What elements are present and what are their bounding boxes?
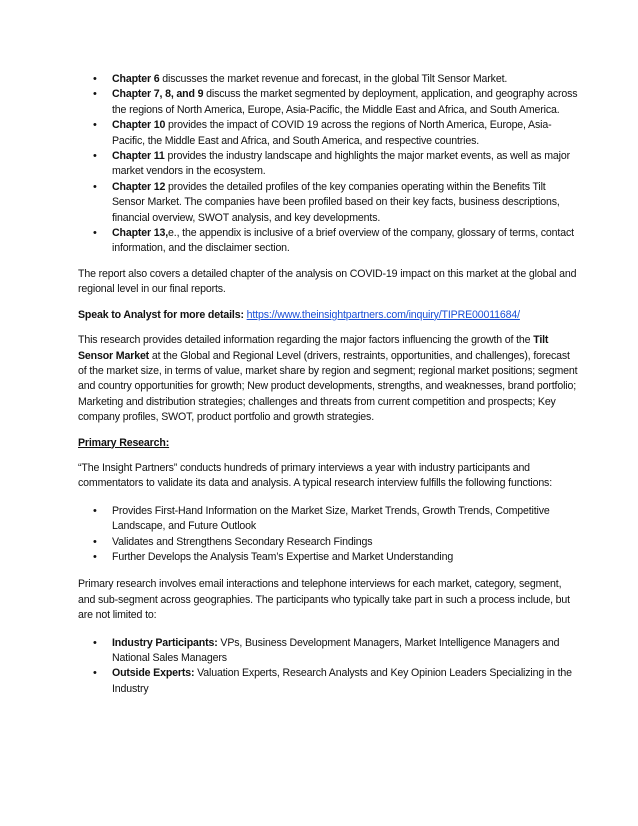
chapter-text: provides the detailed profiles of the key companies operating within the Benefits Tilt Sensor Market. The companies have been profiled based on their key facts, business descriptions, financial overview, SWOT analysis, and key developments. — [112, 180, 560, 224]
chapter-label: Chapter 10 — [112, 119, 166, 132]
speak-to-analyst — [78, 308, 578, 323]
list-item — [78, 118, 578, 149]
speak-label: Speak to Analyst for more details: — [78, 308, 244, 321]
participant-text: Valuation Experts, Research Analysts and Key Opinion Leaders Specializing in the Industry — [112, 667, 572, 695]
research-paragraph — [78, 333, 578, 425]
chapter-label: Chapter 7, 8, and 9 — [112, 88, 204, 101]
list-item — [78, 666, 578, 697]
primary-research-heading — [78, 436, 578, 451]
involves-paragraph: Primary research involves email interactions and telephone interviews for each market, category, segment, and sub-segment across geographies. The participants who typically take part in such a process include, but are not limited to: — [78, 578, 570, 622]
list-item: • Provides First-Hand Information on the Market Size, Market Trends, Growth Trends, Competitive Landscape, and Future Outlook — [78, 504, 578, 535]
chapter-list — [78, 72, 578, 257]
chapter-text: provides the impact of COVID 19 across the regions of North America, Europe, Asia-Pacific, the Middle East and Africa, and South America, and respective countries. — [112, 119, 552, 147]
chapter-text: provides the industry landscape and highlights the major market events, as well as major market vendors in the ecosystem. — [112, 150, 570, 178]
list-item — [78, 226, 578, 257]
list-item — [78, 87, 578, 118]
report-paragraph: The report also covers a detailed chapter of the analysis on COVID-19 impact on this market at the global and regional level in our final reports. — [78, 267, 577, 296]
chapter-text: discusses the market revenue and forecast, in the global Tilt Sensor Market. — [159, 73, 508, 85]
list-item — [78, 636, 578, 667]
chapter-label: Chapter 12 — [112, 180, 166, 193]
participant-label: Industry Participants: — [112, 636, 218, 649]
heading-text: Primary Research: — [78, 436, 170, 449]
list-item — [78, 149, 578, 180]
list-item — [78, 72, 578, 87]
chapter-text: discuss the market segmented by deployment, application, and geography across the regions of North America, Europe, Asia-Pacific, the Middle East and Africa, and South America. — [112, 88, 578, 116]
chapter-text: e., the appendix is inclusive of a brief overview of the company, glossary of terms, contact information, and the disclaimer section. — [112, 227, 574, 255]
chapter-label: Chapter 11 — [112, 150, 165, 163]
chapter-label: Chapter 6 — [112, 73, 160, 85]
research-text-post: at the Global and Regional Level (drivers, restraints, opportunities, and challenges), forecast of the market size, in terms of value, market share by region and segment; regional market positions; segment and country opportunities for growth; New product developments, strengths, and weaknesses, brand portfolio; Marketing and distribution strategies; challenges and threats from current competition and prospects; Key company profiles, SWOT, product portfolio and growth strategies. — [78, 349, 578, 424]
functions-list — [78, 504, 578, 566]
chapter-label: Chapter 13, — [112, 227, 169, 240]
market-name: Tilt Sensor Market — [78, 334, 549, 362]
research-text-pre: This research provides detailed information regarding the major factors influencing the growth of the — [78, 334, 534, 347]
inquiry-link[interactable]: https://www.theinsightpartners.com/inquiry/TIPRE00011684/ — [246, 308, 520, 321]
list-item: • Further Develops the Analysis Team’s Expertise and Market Understanding — [78, 550, 578, 565]
participant-text: VPs, Business Development Managers, Market Intelligence Managers and National Sales Managers — [112, 636, 560, 664]
list-item — [78, 180, 578, 226]
participants-list — [78, 636, 578, 698]
list-item: • Validates and Strengthens Secondary Research Findings — [78, 535, 578, 550]
primary-paragraph: “The Insight Partners” conducts hundreds of primary interviews a year with industry participants and commentators to validate its data and analysis. A typical research interview fulfills the following functions: — [78, 461, 552, 490]
participant-label: Outside Experts: — [112, 667, 195, 680]
